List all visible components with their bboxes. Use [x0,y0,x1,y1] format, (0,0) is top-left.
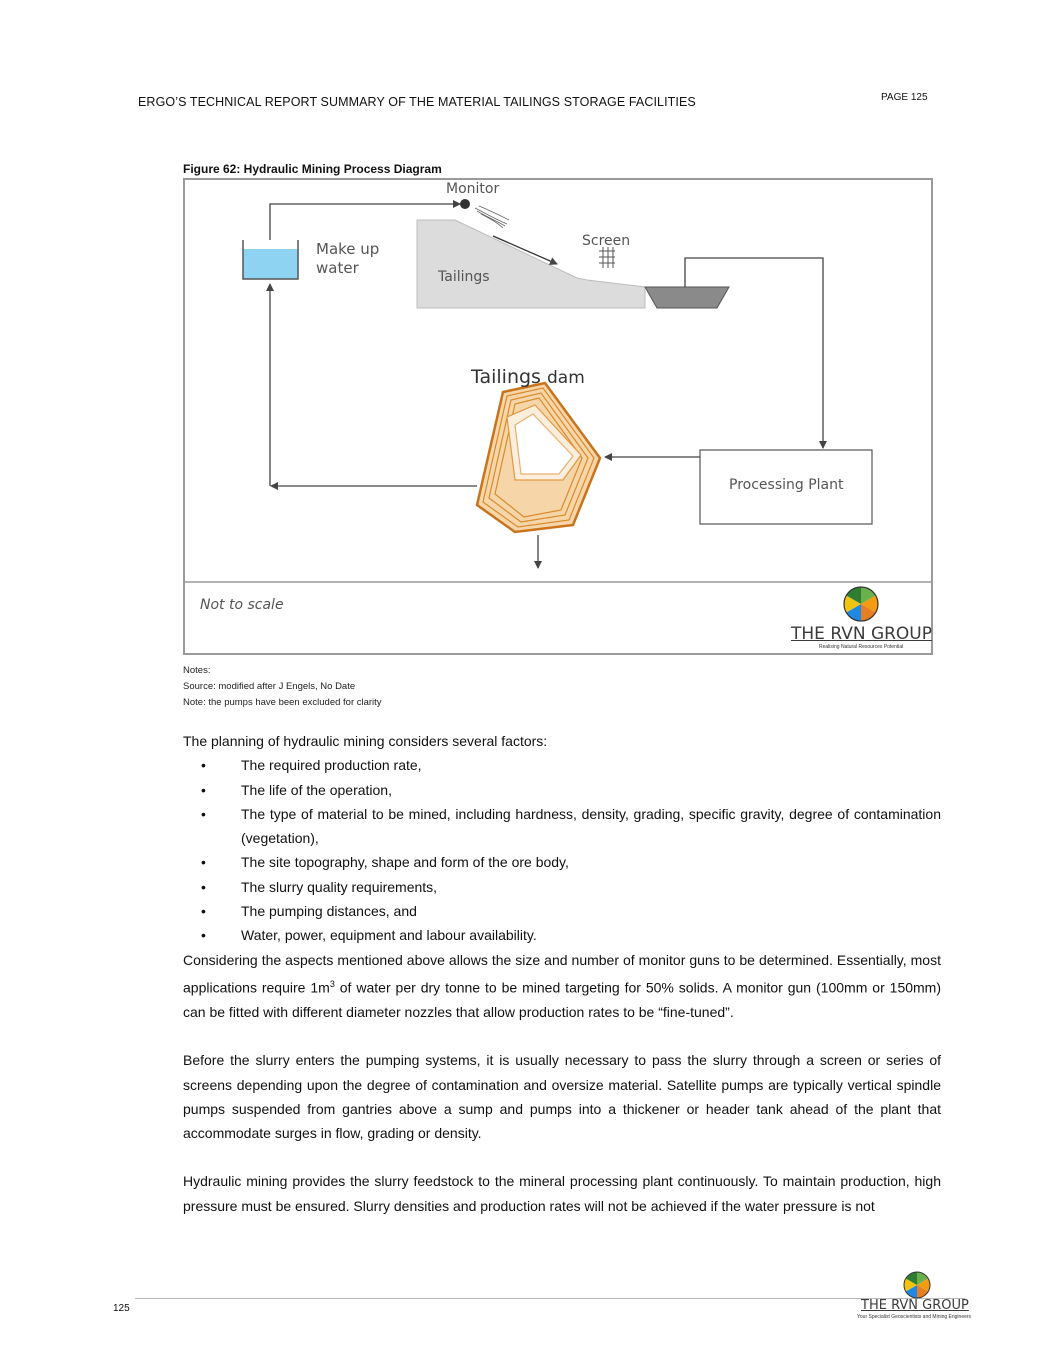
tailings-dam-icon [477,383,600,532]
list-item: • The pumping distances, and [183,899,941,923]
p1-text-a: Considering the aspects mentioned above allows the size and number of monitor guns to be determined. Essentially, most applications require 1m [183,951,941,996]
figure-notes [183,663,382,711]
footer-logo-tagline: Your Specialist Geoscientists and Mining Engineers [857,1314,972,1320]
report-header-title: ERGO’S TECHNICAL REPORT SUMMARY OF THE MATERIAL TAILINGS STORAGE FACILITIES [138,95,696,109]
monitor-label: Monitor [446,181,500,197]
list-item: • The site topography, shape and form of the ore body, [183,850,941,874]
notes-source: Source: modified after J Engels, No Date [183,681,356,692]
makeup-water-label-line2: water [316,259,359,277]
sump [645,287,729,308]
water-jet-icon [475,206,509,228]
notes-note: Note: the pumps have been excluded for clarity [183,697,382,708]
paragraph-feedstock: Hydraulic mining provides the slurry feedstock to the mineral processing plant continuously. To maintain production, high pressure must be ensured. Slurry densities and production rates will not be achieved if the water pressure is not [183,1173,941,1214]
notes-heading: Notes: [183,665,211,676]
not-to-scale-label: Not to scale [200,597,284,613]
tailings-dam-title-b: dam [547,368,585,388]
makeup-water-label-line1: Make up [316,240,380,258]
list-item: • Water, power, equipment and labour availability. [183,923,941,947]
process-diagram-graphics [185,180,931,653]
list-item: • The slurry quality requirements, [183,875,941,899]
footer-page-number: 125 [113,1303,130,1314]
list-item: • The required production rate, [183,753,941,777]
tailings-label: Tailings [438,269,490,285]
tailings-dam-title [471,366,585,388]
list-item: • The life of the operation, [183,778,941,802]
screen-grid-icon [599,247,615,268]
makeup-water-tank [243,240,298,279]
footer-logo-name: THE RVN GROUP [861,1298,969,1313]
p1-text-b: of water per dry tonne to be mined targeting for 50% solids. A monitor gun (100mm or 150mm) can be fitted with different diameter nozzles that allow production rates to be “fine-tuned”. [183,979,942,1020]
paragraph-monitor-guns [183,948,941,1025]
screen-label: Screen [582,233,631,249]
tailings-dam-title-a: Tailings [471,366,541,388]
rvn-logo-icon [844,587,878,621]
p1-superscript: 3 [329,978,335,989]
factor-list [183,753,941,947]
intro-paragraph: The planning of hydraulic mining considers several factors: [183,733,548,749]
footer-rule [135,1298,965,1299]
figure-logo-tagline: Realising Natural Resources Potential [819,644,904,650]
monitor-gun [460,199,470,209]
processing-plant-label: Processing Plant [729,477,844,493]
footer-logo-icon [902,1270,932,1300]
header-page-label: PAGE 125 [881,92,928,103]
figure-caption: Figure 62: Hydraulic Mining Process Diagram [183,162,442,176]
body-section [183,729,941,1218]
figure-logo-name: THE RVN GROUP [791,624,933,644]
list-item: • The type of material to be mined, including hardness, density, grading, specific gravity, degree of contamination (vegetation), [183,802,941,851]
process-diagram [183,178,933,655]
paragraph-screens: Before the slurry enters the pumping systems, it is usually necessary to pass the slurry through a screen or series of screens depending upon the degree of contamination and oversize material. Satellite pumps are typically vertical spindle pumps suspended from gantries above a sump and pumps into a thickener or header tank ahead of the plant that accommodate surges in flow, grading or density. [183,1052,941,1142]
